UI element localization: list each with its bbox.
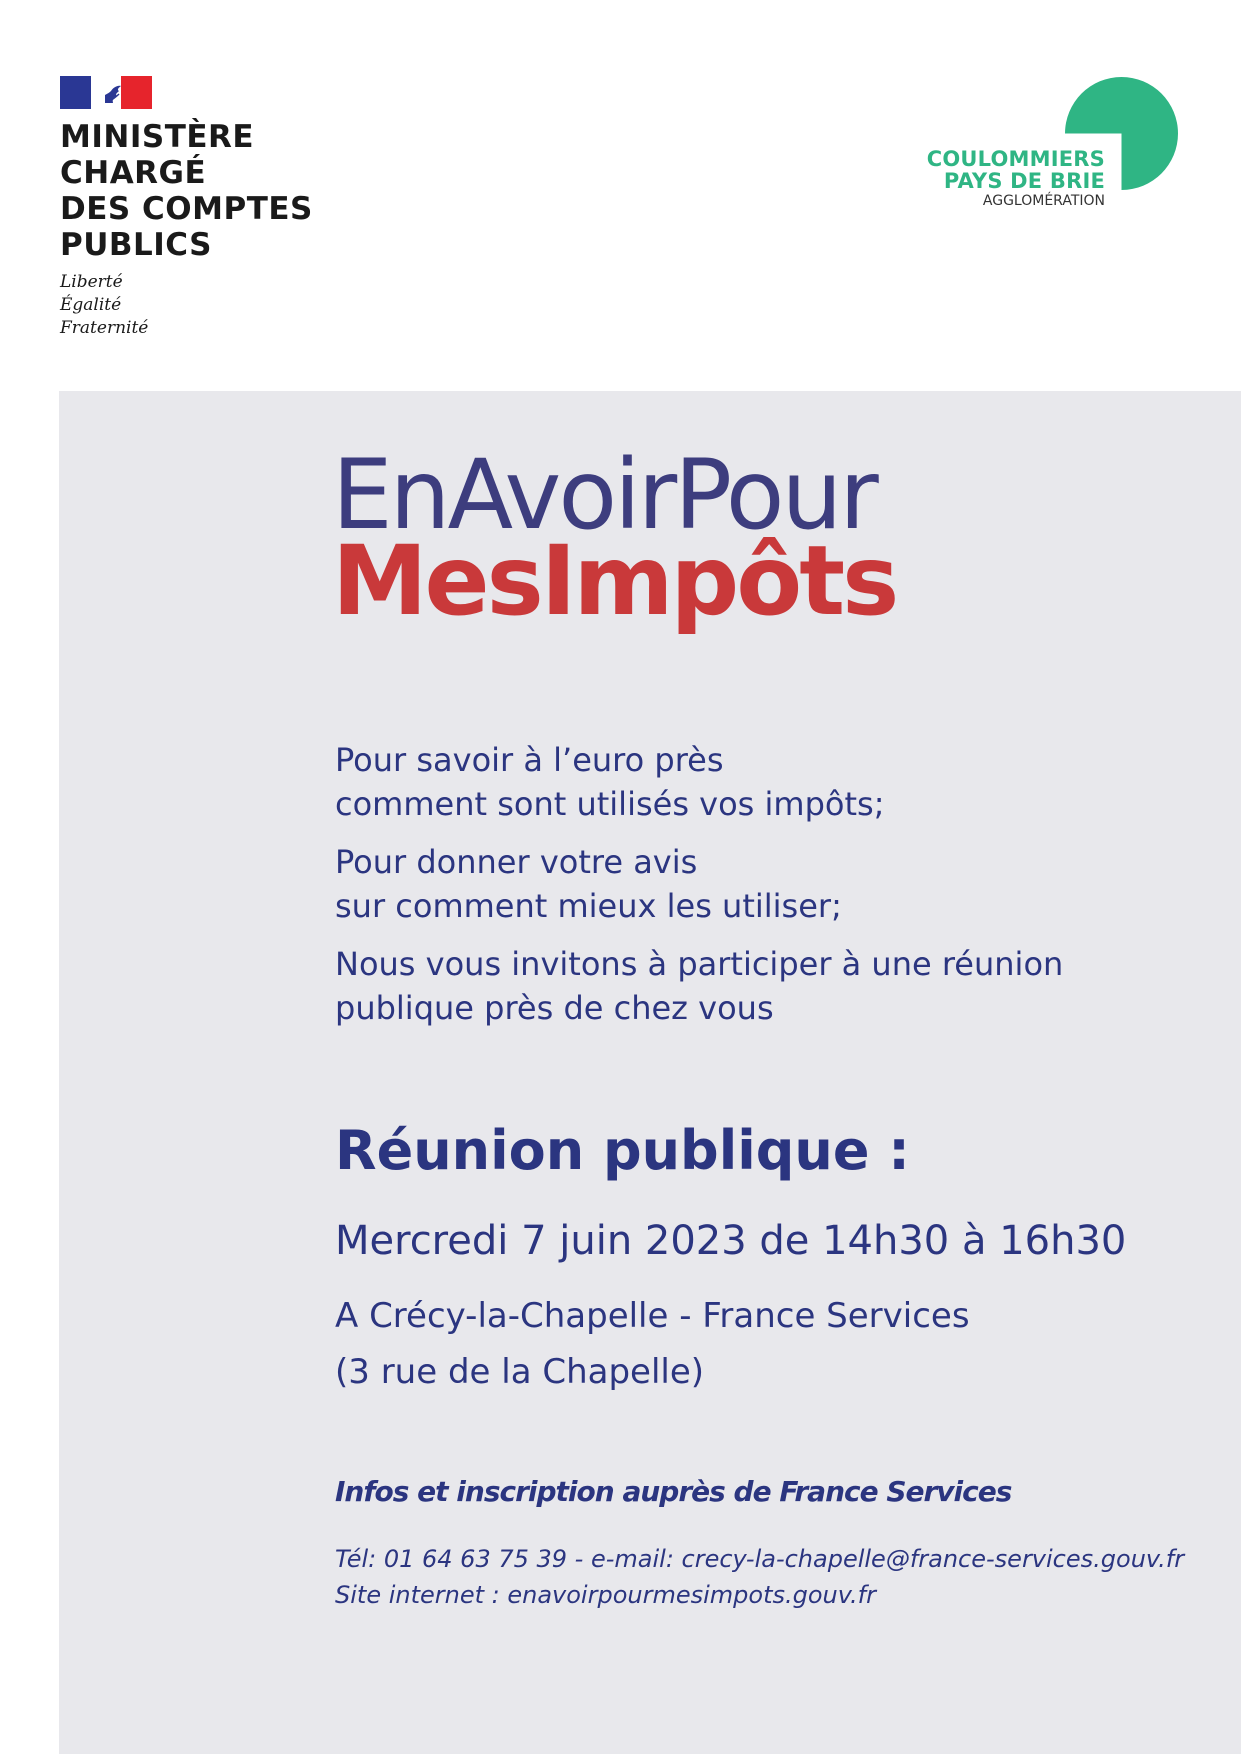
website-line[interactable]: Site internet : enavoirpourmesimpots.gouv.fr [335, 1581, 876, 1609]
info-contact [335, 1541, 1184, 1613]
intro-paragraph [335, 840, 1215, 928]
intro-line: Nous vous invitons à participer à une réunion [335, 945, 1064, 983]
meeting-heading: Réunion publique : [335, 1119, 910, 1182]
campaign-title-line1: EnAvoirPour [332, 439, 876, 551]
marianne-icon [105, 81, 139, 105]
intro-line: comment sont utilisés vos impôts; [335, 785, 885, 823]
intro-text [335, 738, 1215, 1044]
intro-line: sur comment mieux les utiliser; [335, 887, 842, 925]
agglomeration-subtitle: AGGLOMÉRATION [982, 193, 1105, 209]
meeting-address: (3 rue de la Chapelle) [335, 1352, 705, 1392]
agglomeration-name-line: COULOMMIERS [926, 147, 1105, 171]
agglomeration-name [927, 148, 1105, 192]
ministry-logo [60, 76, 313, 340]
agglomeration-logo [900, 76, 1180, 216]
intro-line: Pour donner votre avis [335, 843, 698, 881]
ministry-name-line: PUBLICS [60, 227, 212, 263]
motto-line: Égalité [60, 295, 122, 315]
content-panel [59, 391, 1241, 1754]
ministry-name-line: CHARGÉ [60, 155, 207, 191]
intro-line: publique près de chez vous [335, 989, 774, 1027]
contact-line[interactable]: Tél: 01 64 63 75 39 - e-mail: crecy-la-chapelle@france-services.gouv.fr [335, 1545, 1185, 1573]
motto-line: Liberté [60, 272, 123, 292]
french-flag-icon [60, 76, 152, 109]
intro-line: Pour savoir à l’euro près [335, 741, 724, 779]
ministry-name-line: DES COMPTES [60, 191, 313, 227]
agglomeration-name-line: PAYS DE BRIE [943, 169, 1105, 193]
intro-paragraph [335, 738, 1215, 826]
meeting-place-line: A Crécy-la-Chapelle - France Services [335, 1296, 970, 1336]
meeting-place [335, 1288, 970, 1400]
ministry-name [60, 119, 313, 263]
motto-line: Fraternité [60, 318, 149, 338]
ministry-name-line: MINISTÈRE [60, 119, 255, 155]
intro-paragraph [335, 942, 1215, 1030]
republic-motto [60, 271, 313, 340]
campaign-title-line2: MesImpôts [332, 525, 897, 637]
info-title: Infos et inscription auprès de France Services [335, 1475, 1012, 1508]
meeting-date: Mercredi 7 juin 2023 de 14h30 à 16h30 [335, 1218, 1127, 1264]
